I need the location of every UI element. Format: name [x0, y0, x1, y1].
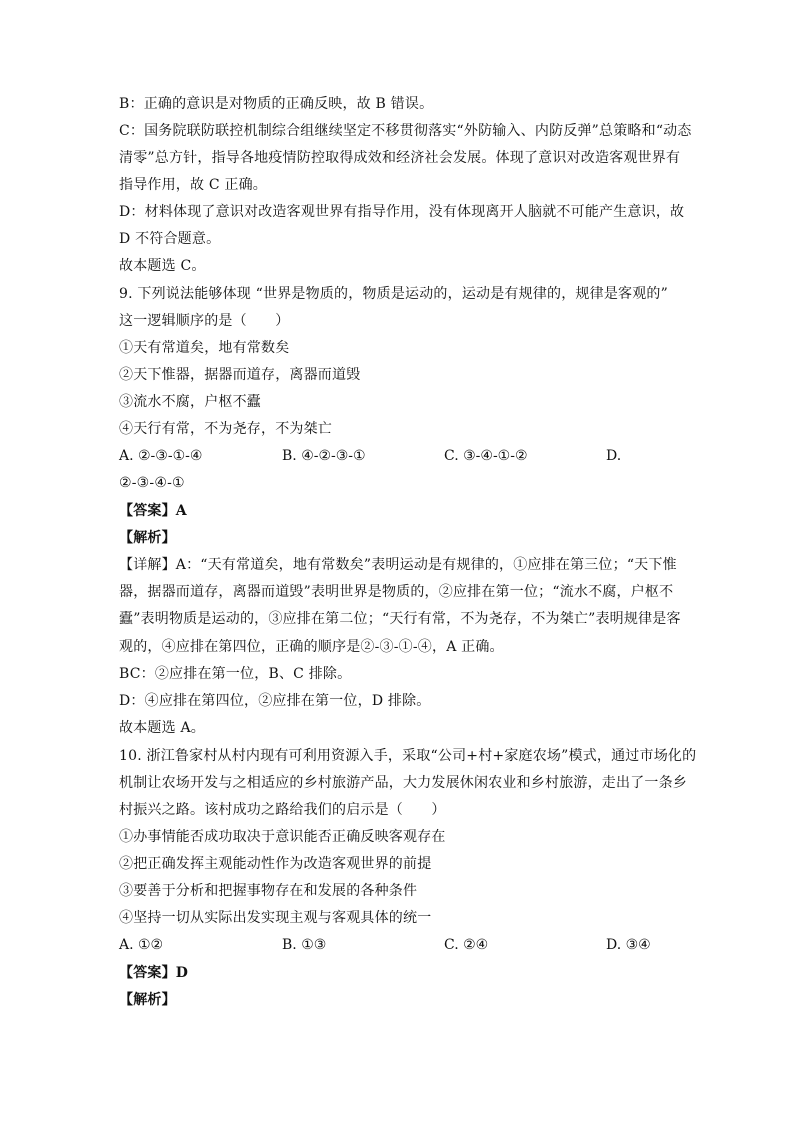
- explain8-b: B：正确的意识是对物质的正确反映，故 B 错误。: [119, 96, 434, 112]
- q9-option-d: D.: [606, 448, 622, 464]
- q9-stem-line2: 这一逻辑顺序的是（ ）: [119, 313, 290, 329]
- q9-item-4: ④天行有常，不为尧存，不为桀亡: [119, 421, 332, 437]
- q10-analysis-heading: 【解析】: [119, 992, 176, 1008]
- q9-answer: 【答案】A: [119, 503, 187, 519]
- q9-detail-bc: BC：②应排在第一位，B、C 排除。: [119, 666, 352, 682]
- q9-item-1: ①天有常道矣，地有常数矣: [119, 340, 290, 356]
- explain8-d-line2: D 不符合题意。: [119, 231, 221, 247]
- q9-option-a: A. ②-③-①-④: [119, 448, 203, 464]
- q9-item-2: ②天下惟器，据器而道存，离器而道毁: [119, 367, 361, 383]
- explain8-c-line1: C：国务院联防联控机制综合组继续坚定不移贯彻落实“外防输入、内防反弹”总策略和“动态: [119, 123, 692, 139]
- q9-detail-line3: 蠹”表明物质是运动的，③应排在第二位；“天行有常，不为尧存，不为桀亡”表明规律是客: [119, 611, 681, 627]
- q10-item-2: ②把正确发挥主观能动性作为改造客观世界的前提: [119, 856, 432, 872]
- q9-analysis-heading: 【解析】: [119, 530, 176, 546]
- q9-item-3: ③流水不腐，户枢不蠹: [119, 394, 261, 410]
- q9-option-c: C. ③-④-①-②: [444, 448, 528, 464]
- q10-option-b: B. ①③: [282, 937, 327, 953]
- q10-item-3: ③要善于分析和把握事物存在和发展的各种条件: [119, 883, 418, 899]
- explain8-conclusion: 故本题选 C。: [119, 258, 206, 274]
- q9-detail-line4: 观的，④应排在第四位，正确的顺序是②-③-①-④，A 正确。: [119, 639, 504, 655]
- q10-option-a: A. ①②: [119, 937, 164, 953]
- q10-item-1: ①办事情能否成功取决于意识能否正确反映客观存在: [119, 829, 446, 845]
- q9-detail-d: D：④应排在第四位，②应排在第一位，D 排除。: [119, 693, 431, 709]
- explain8-d-line1: D：材料体现了意识对改造客观世界有指导作用，没有体现离开人脑就不可能产生意识，故: [119, 204, 685, 220]
- q10-stem-line2: 机制让农场开发与之相适应的乡村旅游产品，大力发展休闲农业和乡村旅游，走出了一条乡: [119, 775, 687, 791]
- q9-conclusion: 故本题选 A。: [119, 720, 205, 736]
- q10-stem-line3: 村振兴之路。该村成功之路给我们的启示是（ ）: [119, 802, 446, 818]
- q9-option-d-continued: ②-③-④-①: [119, 475, 185, 491]
- q10-option-d: D. ③④: [606, 937, 651, 953]
- q10-stem-line1: 10. 浙江鲁家村从村内现有可利用资源入手，采取“公司+村+家庭农场”模式，通过市场化的: [119, 748, 697, 764]
- q9-detail-line2: 器，据器而道存，离器而道毁”表明世界是物质的，②应排在第一位；“流水不腐，户枢不: [119, 584, 674, 600]
- q10-answer: 【答案】D: [119, 965, 189, 981]
- q9-stem-line1: 9. 下列说法能够体现 “世界是物质的，物质是运动的，运动是有规律的，规律是客观的”: [119, 286, 668, 302]
- explain8-c-line2: 清零”总方针，指导各地疫情防控取得成效和经济社会发展。体现了意识对改造客观世界有: [119, 150, 681, 166]
- explain8-c-line3: 指导作用，故 C 正确。: [119, 177, 268, 193]
- q9-detail-line1: 【详解】A：“天有常道矣，地有常数矣”表明运动是有规律的，①应排在第三位；“天下惟: [119, 557, 677, 573]
- q10-option-c: C. ②④: [444, 937, 489, 953]
- q9-option-b: B. ④-②-③-①: [282, 448, 366, 464]
- q10-item-4: ④坚持一切从实际出发实现主观与客观具体的统一: [119, 910, 432, 926]
